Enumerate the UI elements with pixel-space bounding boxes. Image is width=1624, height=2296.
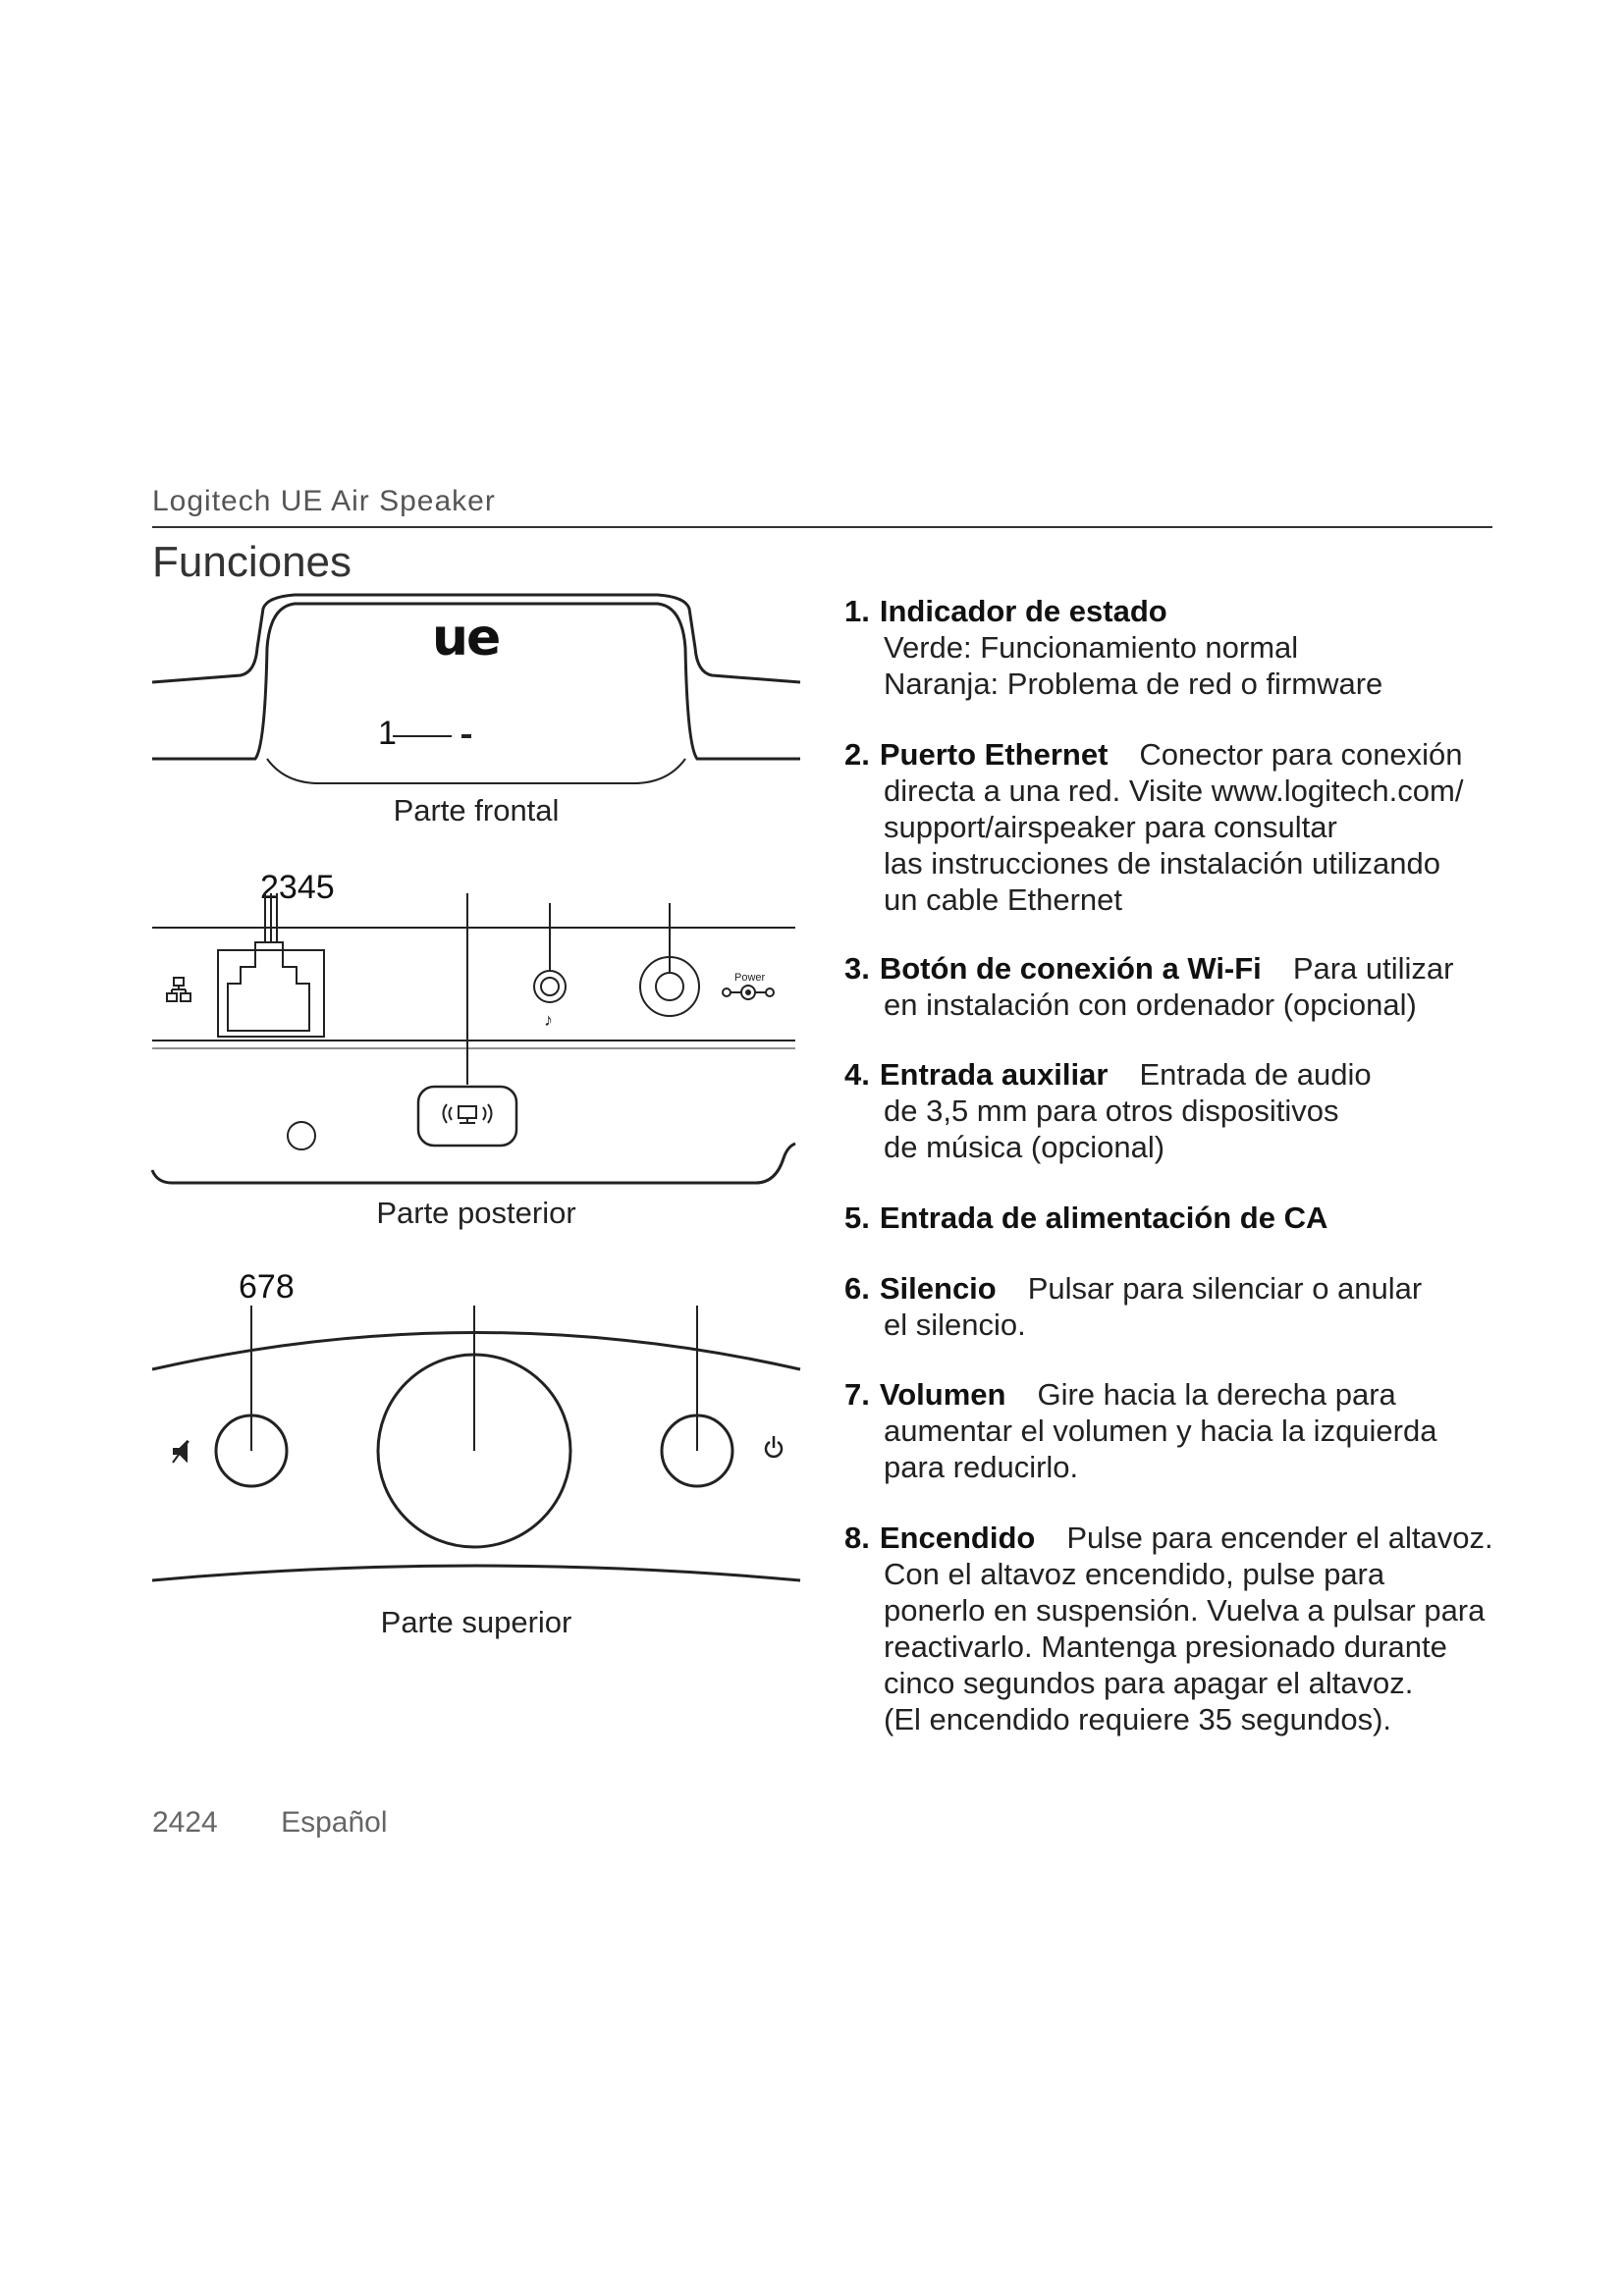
music-note-icon: ♪ (544, 1010, 553, 1030)
feature-description: Entrada de audio (1139, 1057, 1372, 1092)
ue-logo: ue (432, 609, 500, 667)
feature-description-line: cinco segundos para apagar el altavoz. (884, 1666, 1414, 1700)
feature-description-line: el silencio. (884, 1308, 1026, 1342)
feature-description-line: de 3,5 mm para otros dispositivos (884, 1094, 1339, 1128)
feature-number: 2. (844, 737, 870, 772)
top-view-diagram (147, 1306, 805, 1600)
feature-name: Botón de conexión a Wi-Fi (879, 951, 1262, 986)
feature-name: Entrada de alimentación de CA (879, 1201, 1328, 1235)
feature-number: 3. (844, 951, 870, 986)
feature-item (844, 1376, 1436, 1485)
wifi-button (418, 1087, 516, 1146)
power-polarity-icon (723, 986, 774, 999)
feature-description-line: Verde: Funcionamiento normal (884, 630, 1299, 665)
footer-language: Español (281, 1806, 388, 1839)
mute-icon (173, 1441, 189, 1463)
wifi-computer-icon (444, 1104, 492, 1123)
feature-description-line: aumentar el volumen y hacia la izquierda (884, 1414, 1437, 1448)
top-caption: Parte superior (380, 1605, 572, 1639)
feature-name: Silencio (879, 1271, 997, 1306)
feature-item (844, 1056, 1372, 1165)
feature-description-line: de música (opcional) (884, 1130, 1165, 1164)
feature-description-line: Naranja: Problema de red o firmware (884, 667, 1383, 701)
feature-description-line: un cable Ethernet (884, 882, 1123, 917)
feature-number: 1. (844, 594, 870, 628)
feature-name: Encendido (879, 1521, 1036, 1555)
back-caption: Parte posterior (376, 1196, 576, 1230)
feature-item (844, 736, 1463, 918)
feature-name: Volumen (879, 1377, 1006, 1412)
feature-item (844, 593, 1382, 702)
feature-number: 7. (844, 1377, 870, 1412)
feature-number: 5. (844, 1201, 870, 1235)
feature-description-line: Con el altavoz encendido, pulse para (884, 1557, 1385, 1591)
back-callout: 2345 (260, 869, 335, 906)
aux-jack (534, 971, 566, 1002)
front-callout: 1 (378, 715, 397, 752)
feature-description-line: directa a una red. Visite www.logitech.com/ (884, 774, 1464, 808)
feature-description-line: en instalación con ordenador (opcional) (884, 988, 1417, 1022)
feature-number: 8. (844, 1521, 870, 1555)
ethernet-port (218, 950, 324, 1037)
feature-description: Conector para conexión (1139, 737, 1463, 772)
header-rule (152, 526, 1492, 528)
footer (152, 1806, 443, 1840)
top-callout: 678 (239, 1268, 295, 1306)
feature-description-line: support/airspeaker para consultar (884, 810, 1337, 844)
feature-description: Pulsar para silenciar o anular (1027, 1271, 1423, 1306)
feature-description: Gire hacia la derecha para (1037, 1377, 1396, 1412)
feature-item (844, 950, 1454, 1023)
feature-item (844, 1200, 1327, 1236)
feature-number: 4. (844, 1057, 870, 1092)
status-led-hole (288, 1122, 315, 1149)
page-number: 2424 (152, 1806, 218, 1839)
power-icon (766, 1436, 782, 1457)
feature-description-line: las instrucciones de instalación utilizando (884, 846, 1440, 881)
back-view-diagram (147, 893, 805, 1188)
front-caption: Parte frontal (393, 793, 560, 828)
feature-name: Indicador de estado (879, 594, 1167, 628)
feature-name: Puerto Ethernet (879, 737, 1109, 772)
feature-item (844, 1270, 1422, 1343)
feature-description-line: reactivarlo. Mantenga presionado durante (884, 1629, 1447, 1664)
header-title: Logitech UE Air Speaker (152, 485, 496, 517)
feature-description: Para utilizar (1292, 951, 1454, 986)
feature-description: Pulse para encender el altavoz. (1066, 1521, 1493, 1555)
feature-name: Entrada auxiliar (879, 1057, 1109, 1092)
section-title: Funciones (152, 538, 352, 586)
feature-description-line: (El encendido requiere 35 segundos). (884, 1702, 1392, 1736)
feature-description-line: para reducirlo. (884, 1450, 1079, 1484)
feature-number: 6. (844, 1271, 870, 1306)
power-label: Power (734, 972, 766, 984)
feature-item (844, 1520, 1493, 1737)
feature-description-line: ponerlo en suspensión. Vuelva a pulsar para (884, 1593, 1486, 1628)
network-icon (167, 978, 190, 1001)
